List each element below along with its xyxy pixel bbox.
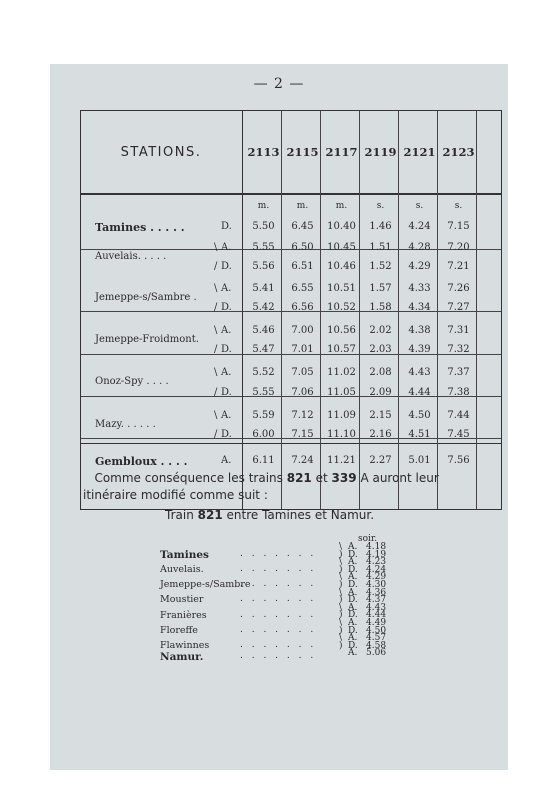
brace-mark: \: [339, 557, 343, 568]
paragraph-line2: itinéraire modifié comme suit :: [83, 488, 268, 502]
arrival-departure-marker: D.: [348, 625, 358, 636]
time-cell: 4.28: [408, 242, 431, 253]
timetable: [80, 110, 502, 510]
subtitle: [165, 508, 374, 522]
dot-leader: . . . . . . .: [240, 609, 317, 620]
time-cell: 7.21: [447, 261, 470, 272]
time-cell: 2.15: [369, 410, 392, 421]
train-339-ref: 339: [331, 471, 357, 485]
brace-mark: /: [214, 387, 218, 398]
schedule-time: 4.50: [366, 625, 387, 636]
time-cell: 7.06: [291, 387, 314, 398]
table-row: [81, 325, 501, 345]
brace-mark: \: [339, 633, 343, 644]
station-name: Gembloux . . . .: [95, 455, 188, 468]
time-cell: 7.27: [447, 302, 470, 313]
train-column-header: 2113: [247, 145, 280, 159]
schedule-time: 4.19: [366, 549, 387, 560]
time-unit: s.: [415, 201, 424, 211]
time-unit: s.: [376, 201, 385, 211]
table-row: [81, 387, 501, 407]
brace-mark: ): [339, 564, 343, 575]
time-cell: 7.12: [291, 410, 314, 421]
brace-mark: ): [339, 610, 343, 621]
arrival-departure-marker: A.: [221, 283, 232, 294]
page-number: — 2 —: [253, 76, 305, 92]
arrival-departure-marker: D.: [221, 302, 232, 313]
time-cell: 5.59: [252, 410, 275, 421]
schedule-time: 4.24: [366, 564, 387, 575]
schedule-time: 4.37: [366, 595, 387, 606]
brace-mark: ): [339, 549, 343, 560]
brace-mark: ): [339, 595, 343, 606]
time-cell: 4.51: [408, 429, 431, 440]
brace-mark: \: [339, 602, 343, 613]
arrival-departure-marker: A.: [348, 633, 358, 644]
time-unit: m.: [257, 201, 270, 211]
time-cell: 2.02: [369, 325, 392, 336]
schedule-time: 4.58: [366, 640, 387, 651]
table-row: [81, 344, 501, 364]
time-cell: 2.09: [369, 387, 392, 398]
time-cell: 4.24: [408, 221, 431, 232]
arrival-departure-marker: D.: [221, 221, 232, 232]
schedule-time: 4.43: [366, 602, 387, 613]
time-unit: m.: [335, 201, 348, 211]
time-cell: 6.45: [291, 221, 314, 232]
column-divider: [359, 111, 360, 509]
station-name: Jemeppe-s/Sambre: [160, 579, 251, 591]
time-cell: 5.55: [252, 242, 275, 253]
time-cell: 11.05: [327, 387, 356, 398]
subtitle-post: entre Tamines et Namur.: [226, 508, 375, 522]
paragraph-part1: Comme conséquence les trains: [94, 471, 283, 485]
brace-mark: \: [339, 618, 343, 628]
column-divider: [320, 111, 321, 509]
subtitle-train: 821: [197, 508, 223, 522]
time-cell: 7.37: [447, 367, 470, 378]
arrival-departure-marker: A.: [348, 572, 358, 583]
time-unit: m.: [296, 201, 309, 211]
arrival-departure-marker: A.: [221, 325, 232, 336]
brace-mark: \: [339, 572, 343, 583]
station-name: Mazy. . . . . .: [95, 419, 156, 430]
column-divider: [437, 111, 438, 509]
time-cell: 1.51: [369, 242, 392, 253]
paragraph-part2: et: [315, 471, 328, 485]
time-cell: 7.32: [447, 344, 470, 355]
time-cell: 5.01: [408, 455, 431, 466]
schedule-time: 4.23: [366, 557, 387, 568]
arrival-departure-marker: D.: [348, 564, 358, 575]
schedule-station: [50, 651, 508, 665]
dot-leader: . . . . . . .: [240, 651, 317, 662]
time-cell: 5.55: [252, 387, 275, 398]
brace-mark: \: [214, 410, 218, 421]
time-cell: 4.39: [408, 344, 431, 355]
time-cell: 1.57: [369, 283, 392, 294]
arrival-departure-marker: A.: [348, 602, 358, 613]
arrival-departure-marker: D.: [221, 387, 232, 398]
time-cell: 4.44: [408, 387, 431, 398]
station-name: Tamines: [160, 548, 209, 561]
schedule-time: 4.36: [366, 587, 387, 598]
time-cell: 11.02: [327, 367, 356, 378]
column-divider: [476, 111, 477, 509]
time-cell: 4.29: [408, 261, 431, 272]
arrival-departure-marker: A.: [348, 587, 358, 598]
time-cell: 7.56: [447, 455, 470, 466]
subtitle-pre: Train: [165, 508, 194, 522]
brace-mark: ): [339, 625, 343, 636]
arrival-departure-marker: D.: [348, 595, 358, 606]
arrival-departure-marker: D.: [348, 549, 358, 560]
time-unit: s.: [454, 201, 463, 211]
arrival-departure-marker: D.: [348, 580, 358, 590]
dot-leader: . . . . . . .: [240, 624, 317, 635]
schedule-time: 4.29: [366, 572, 387, 583]
paragraph: [83, 470, 503, 504]
table-row: [81, 367, 501, 387]
time-cell: 4.43: [408, 367, 431, 378]
time-cell: 4.50: [408, 410, 431, 421]
time-cell: 7.20: [447, 242, 470, 253]
dot-leader: . . . . . . .: [240, 640, 317, 650]
station-name: Auvelais. . . . .: [95, 251, 167, 262]
train-column-header: 2115: [286, 145, 319, 159]
time-cell: 4.34: [408, 302, 431, 313]
time-cell: 7.45: [447, 429, 470, 440]
arrival-departure-marker: A.: [221, 410, 232, 421]
arrival-departure-marker: A.: [348, 618, 358, 628]
arrival-departure-marker: D.: [348, 640, 358, 651]
time-cell: 4.33: [408, 283, 431, 294]
train-column-header: 2117: [325, 145, 358, 159]
station-name: Franières: [160, 609, 207, 621]
brace-mark: \: [214, 242, 218, 253]
arrival-departure-marker: D.: [221, 344, 232, 355]
arrival-departure-marker: D.: [221, 429, 232, 440]
time-cell: 10.57: [327, 344, 356, 355]
column-divider: [242, 111, 243, 509]
arrival-departure-marker: A.: [348, 648, 358, 659]
table-row: [81, 261, 501, 281]
time-cell: 5.42: [252, 302, 275, 313]
time-cell: 10.46: [327, 261, 356, 272]
time-cell: 6.55: [291, 283, 314, 294]
time-cell: 10.56: [327, 325, 356, 336]
time-cell: 7.24: [291, 455, 314, 466]
time-cell: 6.00: [252, 429, 275, 440]
time-cell: 11.21: [327, 455, 356, 466]
brace-mark: ): [339, 640, 343, 651]
schedule-time: 4.49: [366, 618, 387, 628]
time-cell: 10.40: [327, 221, 356, 232]
station-name: Jemeppe-Froidmont.: [95, 334, 199, 345]
dot-leader: . . . . . . .: [240, 564, 317, 574]
schedule-time: 4.18: [366, 542, 387, 552]
brace-mark: \: [214, 367, 218, 378]
time-cell: 4.38: [408, 325, 431, 336]
table-row: [81, 302, 501, 322]
table-row: [81, 429, 501, 449]
schedule-time: 4.30: [366, 580, 387, 590]
time-cell: 1.46: [369, 221, 392, 232]
brace-mark: ): [339, 580, 343, 590]
train-column-header: 2119: [364, 145, 397, 159]
time-cell: 10.51: [327, 283, 356, 294]
time-cell: 5.50: [252, 221, 275, 232]
time-cell: 7.15: [291, 429, 314, 440]
dot-leader: . . . . . . .: [240, 579, 317, 590]
station-name: Jemeppe-s/Sambre .: [95, 292, 197, 303]
schedule-time: 4.57: [366, 633, 387, 644]
time-cell: 7.15: [447, 221, 470, 232]
station-name: Auvelais.: [160, 564, 204, 575]
table-row: [81, 410, 501, 430]
brace-mark: /: [214, 429, 218, 440]
time-cell: 7.31: [447, 325, 470, 336]
time-cell: 10.52: [327, 302, 356, 313]
station-name: Floreffe: [160, 624, 198, 636]
time-cell: 5.46: [252, 325, 275, 336]
paragraph-part3: A auront leur: [360, 471, 439, 485]
time-cell: 6.56: [291, 302, 314, 313]
time-cell: 7.05: [291, 367, 314, 378]
arrival-departure-marker: A.: [221, 242, 232, 253]
dot-leader: . . . . . . .: [240, 594, 317, 605]
station-name: Onoz-Spy . . . .: [95, 376, 169, 387]
time-cell: 5.52: [252, 367, 275, 378]
time-cell: 2.08: [369, 367, 392, 378]
brace-mark: \: [339, 587, 343, 598]
arrival-departure-marker: A.: [221, 455, 232, 466]
time-cell: 11.10: [327, 429, 356, 440]
time-cell: 5.47: [252, 344, 275, 355]
document-page: [50, 64, 508, 770]
train-821-ref: 821: [286, 471, 312, 485]
brace-mark: /: [214, 302, 218, 313]
time-cell: 2.16: [369, 429, 392, 440]
schedule-time: 5.06: [366, 648, 387, 659]
station-name: Tamines . . . . .: [95, 221, 185, 234]
brace-mark: \: [214, 283, 218, 294]
station-name: Moustier: [160, 594, 204, 606]
table-row: [81, 242, 501, 262]
arrival-departure-marker: D.: [221, 261, 232, 272]
time-cell: 7.01: [291, 344, 314, 355]
time-cell: 2.03: [369, 344, 392, 355]
station-name: Namur.: [160, 651, 204, 664]
train-column-header: 2123: [442, 145, 475, 159]
arrival-departure-marker: A.: [348, 542, 358, 552]
column-divider: [281, 111, 282, 509]
schedule-time: 4.44: [366, 610, 387, 621]
schedule-header: soir.: [358, 534, 378, 544]
time-cell: 11.09: [327, 410, 356, 421]
time-cell: 5.56: [252, 261, 275, 272]
time-cell: 1.52: [369, 261, 392, 272]
time-cell: 1.58: [369, 302, 392, 313]
table-row: [81, 283, 501, 303]
brace-mark: \: [214, 325, 218, 336]
stations-header: STATIONS.: [120, 144, 202, 160]
arrival-departure-marker: D.: [348, 610, 358, 621]
arrival-departure-marker: A.: [348, 557, 358, 568]
time-cell: 5.41: [252, 283, 275, 294]
time-cell: 7.44: [447, 410, 470, 421]
time-cell: 7.00: [291, 325, 314, 336]
time-cell: 6.51: [291, 261, 314, 272]
column-divider: [398, 111, 399, 509]
time-cell: 6.50: [291, 242, 314, 253]
time-cell: 2.27: [369, 455, 392, 466]
table-row: [81, 221, 501, 241]
time-cell: 7.38: [447, 387, 470, 398]
time-cell: 7.26: [447, 283, 470, 294]
brace-mark: /: [214, 261, 218, 272]
dot-leader: . . . . . . .: [240, 548, 317, 559]
brace-mark: /: [214, 344, 218, 355]
time-cell: 10.45: [327, 242, 356, 253]
brace-mark: \: [339, 542, 343, 552]
timetable-header: [81, 111, 501, 195]
arrival-departure-marker: A.: [221, 367, 232, 378]
station-name: Flawinnes: [160, 640, 210, 651]
time-cell: 6.11: [252, 455, 275, 466]
train-column-header: 2121: [403, 145, 436, 159]
